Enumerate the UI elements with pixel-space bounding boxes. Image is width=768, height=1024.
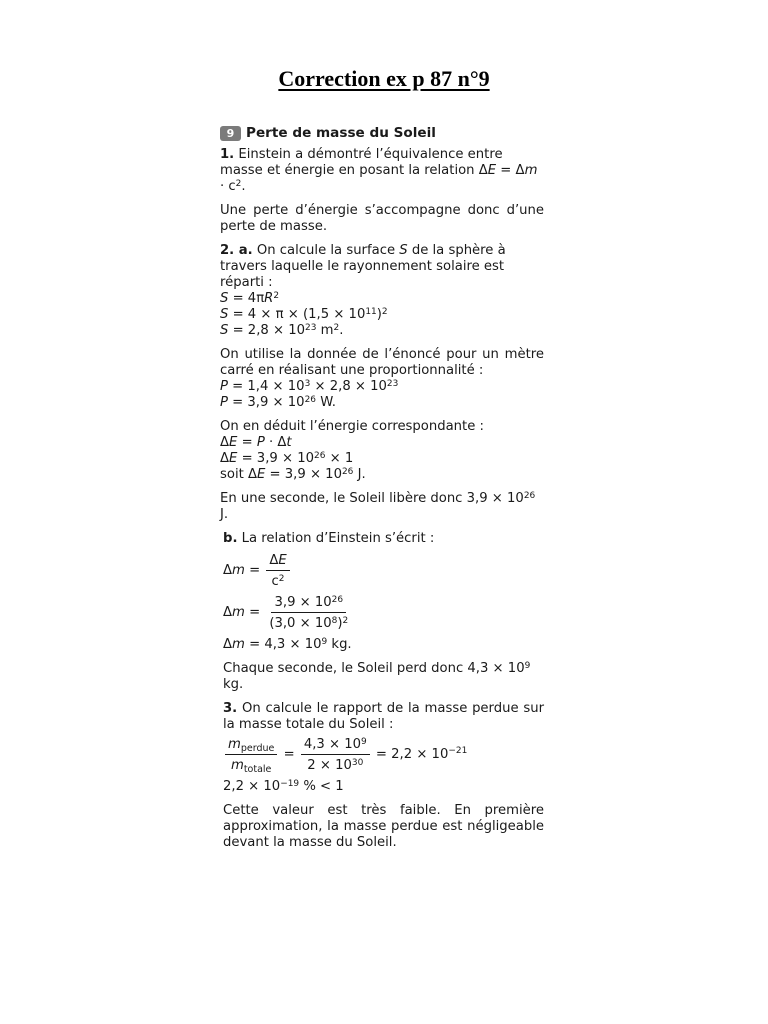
eq-rhs: = 2,8 × 10	[228, 323, 305, 338]
fraction-numerator	[266, 553, 289, 571]
var-m: m	[232, 563, 245, 578]
exercise-number-badge: 9	[220, 126, 241, 141]
var-E: E	[229, 435, 238, 450]
fraction-denominator	[269, 571, 288, 589]
q1-paragraph: 1. Einstein a démontré l’équivalence entre masse et énergie en posant la relation $\Delta E = \Delta m \cdot c^2$.	[220, 147, 538, 194]
eq-power-2	[220, 395, 544, 411]
q2a-label: 2. a.	[220, 243, 253, 258]
eq-unit: W.	[316, 395, 336, 410]
var-E: E	[229, 451, 238, 466]
soit-text: soit Δ	[220, 467, 257, 482]
q2b-intro	[220, 531, 544, 547]
eq-unit: kg.	[223, 677, 244, 692]
exponent: 26	[314, 450, 326, 461]
fraction-numerator	[301, 737, 370, 755]
exponent: −19	[280, 778, 300, 789]
exponent: 30	[351, 757, 364, 768]
numerator-value: 4,3 × 10	[303, 737, 361, 752]
fraction-numerator	[271, 595, 346, 613]
var-S: S	[220, 307, 229, 322]
eq-mass-fraction-1	[220, 553, 544, 589]
eq-end: )	[376, 307, 382, 322]
var-R: R	[264, 291, 274, 306]
q2b-intro-text: La relation d’Einstein s’écrit :	[237, 531, 435, 546]
q1-text: Einstein a démontré l’équivalence entre masse et énergie en posant la relation	[220, 147, 503, 178]
exercise-heading	[220, 125, 544, 141]
eq-surface-1	[220, 291, 544, 307]
eq-energy-3	[220, 467, 544, 483]
q1-conclusion: Une perte d’énergie s’accompagne donc d’une perte de masse.	[220, 203, 544, 234]
subscript-perdue: perdue	[240, 742, 275, 754]
q2a-proportion-intro: On utilise la donnée de l’énoncé pour un mètre carré en réalisant une proportionnalité :	[220, 347, 544, 378]
eq-surface-3	[220, 323, 544, 339]
exponent: 26	[304, 394, 316, 405]
exponent: 8	[331, 615, 338, 626]
q2a-conclusion	[220, 491, 544, 523]
q3-intro	[220, 701, 544, 733]
delta-symbol: Δ	[220, 451, 230, 466]
var-c: c	[271, 574, 279, 589]
eq-mid: =	[237, 435, 257, 450]
delta-symbol: Δ	[223, 637, 233, 652]
exponent: 2	[381, 306, 388, 317]
exponent: 2	[235, 178, 242, 189]
var-m: m	[228, 737, 241, 752]
eq-energy-2	[220, 451, 544, 467]
eq-end: × 1	[325, 451, 354, 466]
var-m: m	[524, 163, 538, 178]
var-m: m	[232, 605, 245, 620]
eq-rhs: = 3,9 × 10	[237, 451, 314, 466]
exercise-correction	[220, 125, 544, 851]
var-S: S	[220, 323, 229, 338]
eq-sign: =	[244, 563, 265, 578]
delta-symbol: Δ	[269, 553, 279, 568]
numerator-value: 3,9 × 10	[274, 595, 332, 610]
q2b-conclusion	[220, 661, 544, 693]
var-t: t	[286, 435, 292, 450]
eq-rhs: = 3,9 × 10	[227, 395, 305, 410]
fraction-denominator	[304, 755, 366, 773]
q2a-conclusion-text: En une seconde, le Soleil libère donc 3,9 × 10	[220, 491, 524, 506]
exponent: 3	[304, 378, 311, 389]
page-title: Correction ex p 87 n°9	[278, 66, 490, 91]
fraction-denominator	[228, 755, 274, 773]
eq-unit: J.	[220, 507, 229, 522]
eq-rhs: = 2,2 × 10	[371, 747, 449, 762]
exponent: 23	[305, 322, 317, 333]
var-m: m	[232, 637, 245, 652]
denominator-value: (3,0 × 10	[269, 616, 332, 631]
eq-unit: m	[316, 323, 334, 338]
q2a-intro-text2: de la sphère à travers laquelle le rayonnement solaire est réparti :	[220, 243, 506, 290]
var-m: m	[230, 758, 244, 773]
delta-symbol: Δ	[223, 605, 233, 620]
q1-rel-eq: = Δ	[496, 163, 525, 178]
exponent: 26	[341, 466, 354, 477]
fraction-denominator	[266, 613, 351, 631]
percentage-end: % < 1	[299, 779, 344, 794]
eq-sign: =	[244, 605, 265, 620]
q1-rel-end: .	[241, 179, 246, 194]
var-S: S	[399, 243, 408, 258]
exponent: 26	[331, 594, 344, 605]
eq-unit: kg.	[327, 637, 352, 652]
q2a-energy-intro: On en déduit l’énergie correspondante :	[220, 419, 484, 434]
eq-mass-fraction-2	[220, 595, 544, 631]
exponent: 11	[365, 306, 377, 317]
exponent: 2	[273, 290, 280, 301]
exponent: 9	[524, 660, 531, 671]
eq-unit: J.	[353, 467, 366, 482]
eq-mid: × 2,8 × 10	[310, 379, 387, 394]
percentage-value: 2,2 × 10	[223, 779, 281, 794]
eq-percentage	[220, 779, 544, 795]
eq-rhs: = 1,4 × 10	[227, 379, 305, 394]
q2b-label: b.	[223, 531, 238, 546]
var-P: P	[220, 395, 228, 410]
fraction-numerator	[225, 737, 277, 755]
delta-symbol: Δ	[220, 435, 230, 450]
eq-surface-2	[220, 307, 544, 323]
eq-rhs: = 4π	[228, 291, 265, 306]
exponent: 26	[523, 490, 536, 501]
var-P: P	[256, 435, 265, 450]
q3-label: 3.	[223, 701, 238, 716]
eq-mass-result	[220, 637, 544, 653]
q1-rel-c: · c	[220, 179, 236, 194]
exponent: 23	[386, 378, 399, 389]
var-E: E	[257, 467, 266, 482]
q1-label: 1.	[220, 147, 235, 162]
exponent: 9	[361, 736, 367, 747]
eq-sign: =	[279, 747, 299, 762]
exponent: 2	[342, 615, 349, 626]
q2a-intro	[220, 243, 544, 291]
eq-rhs: = 3,9 × 10	[265, 467, 342, 482]
eq-dot: · Δ	[264, 435, 287, 450]
q2a-intro-text1: On calcule la surface	[252, 243, 400, 258]
q3-intro-text: On calcule le rapport de la masse perdue sur la masse totale du Soleil :	[223, 701, 544, 732]
eq-rhs: = 4,3 × 10	[244, 637, 322, 652]
fraction-mass-ratio	[225, 737, 277, 773]
fraction-numeric	[301, 737, 370, 773]
var-E: E	[487, 163, 497, 178]
q3-conclusion: Cette valeur est très faible. En première approximation, la masse perdue est négligeable devant la masse du Soleil.	[223, 803, 544, 850]
var-S: S	[220, 291, 229, 306]
eq-rhs: = 4 × π × (1,5 × 10	[228, 307, 366, 322]
exponent: 9	[321, 636, 328, 647]
fraction-numeric	[266, 595, 351, 631]
exercise-title: Perte de masse du Soleil	[246, 125, 436, 141]
subscript-totale: totale	[243, 763, 272, 775]
var-E: E	[278, 553, 287, 568]
exponent: 2	[278, 573, 285, 584]
q2b-conclusion-text: Chaque seconde, le Soleil perd donc 4,3 × 10	[223, 661, 525, 676]
eq-mass-ratio: $\frac{m_{perdue}}{m_{totale}}$ = $\frac{4,3 \times 10^9}{2 \times 10^{30}}$ = 2,2 × 10 $^{-21}$	[220, 737, 544, 773]
eq-end: .	[339, 323, 344, 338]
delta-symbol: Δ	[223, 563, 233, 578]
fraction-deltaE-over-c2	[266, 553, 289, 589]
eq-power-1	[220, 379, 544, 395]
eq-energy-1	[220, 435, 544, 451]
var-P: P	[220, 379, 228, 394]
exponent: 2	[333, 322, 340, 333]
denominator-value: 2 × 10	[307, 758, 352, 773]
paren-close: )	[337, 616, 343, 631]
